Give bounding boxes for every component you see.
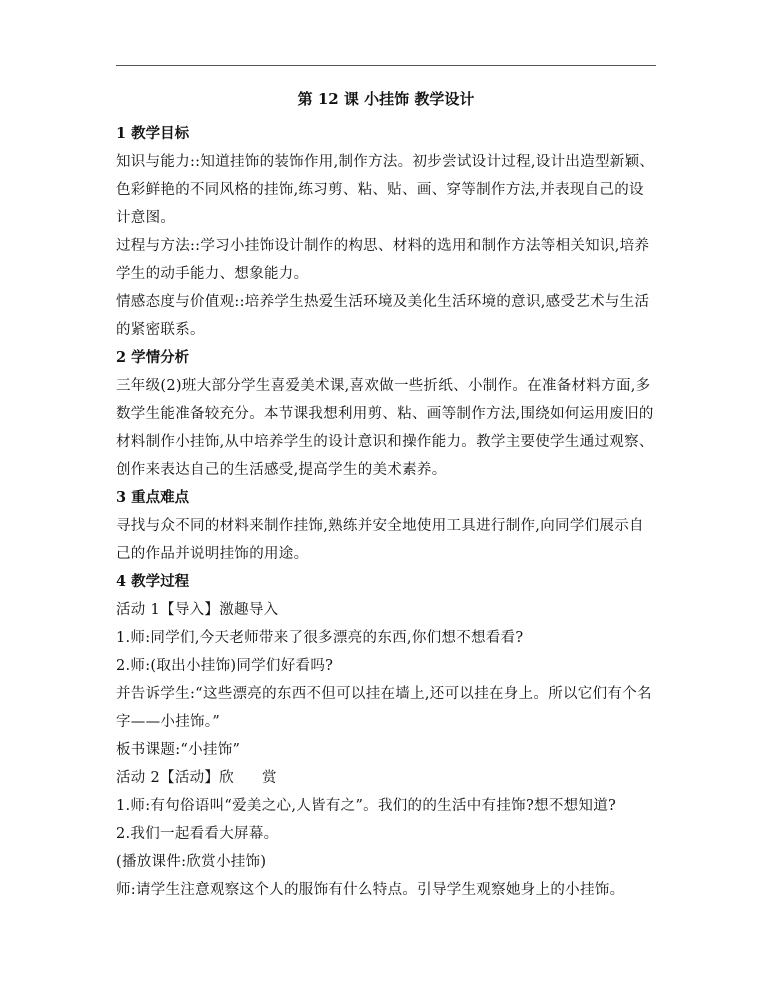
section-heading-key-points: 3 重点难点 [116, 489, 190, 506]
process-line-4: 板书课题:“小挂饰” [116, 742, 241, 758]
process-line-5: 1.师:有句俗语叫“爱美之心,人皆有之”。我们的的生活中有挂饰?想不想知道? [116, 798, 617, 814]
activity-2-title [116, 764, 656, 792]
activity-2-title-part2: 赏 [262, 770, 277, 786]
paragraph-attitude: 情感态度与价值观::培养学生热爱生活环境及美化生活环境的意识,感受艺术与生活的紧密联系。 [116, 294, 650, 338]
paragraph-process: 过程与方法::学习小挂饰设计制作的构思、材料的选用和制作方法等相关知识,培养学生的动手能力、想象能力。 [116, 238, 650, 282]
paragraph-analysis: 三年级(2)班大部分学生喜爱美术课,喜欢做一些折纸、小制作。在准备材料方面,多数学生能准备较充分。本节课我想利用剪、粘、画等制作方法,围绕如何运用废旧的材料制作小挂饰,从中培养学生的设计意识和操作能力。教学主要使学生通过观察、创作来表达自己的生活感受,提高学生的美术素养。 [116, 378, 654, 478]
process-line-2: 2.师:(取出小挂饰)同学们好看吗? [116, 658, 334, 674]
process-line-1: 1.师:同学们,今天老师带来了很多漂亮的东西,你们想不想看看? [116, 630, 524, 646]
header-rule [116, 65, 656, 66]
section-heading-process: 4 教学过程 [116, 573, 190, 590]
section-heading-objectives: 1 教学目标 [116, 125, 190, 142]
activity-1-title: 活动 1【导入】激趣导入 [116, 602, 279, 618]
paragraph-key-points: 寻找与众不同的材料来制作挂饰,熟练并安全地使用工具进行制作,向同学们展示自己的作品并说明挂饰的用途。 [116, 518, 644, 562]
paragraph-knowledge: 知识与能力::知道挂饰的装饰作用,制作方法。初步尝试设计过程,设计出造型新颖、色彩鲜艳的不同风格的挂饰,练习剪、粘、贴、画、穿等制作方法,并表现自己的设计意图。 [116, 154, 655, 226]
activity-2-title-part1: 活动 2【活动】欣 [116, 770, 235, 786]
document-content [116, 82, 656, 904]
section-heading-analysis: 2 学情分析 [116, 349, 190, 366]
process-line-6: 2.我们一起看看大屏幕。 [116, 826, 279, 842]
process-line-7: (播放课件:欣赏小挂饰) [116, 854, 267, 870]
document-title: 第 12 课 小挂饰 教学设计 [297, 90, 475, 108]
process-line-3: 并告诉学生:“这些漂亮的东西不但可以挂在墙上,还可以挂在身上。所以它们有个名字——小挂饰。” [116, 686, 652, 730]
process-line-8: 师:请学生注意观察这个人的服饰有什么特点。引导学生观察她身上的小挂饰。 [116, 882, 625, 898]
